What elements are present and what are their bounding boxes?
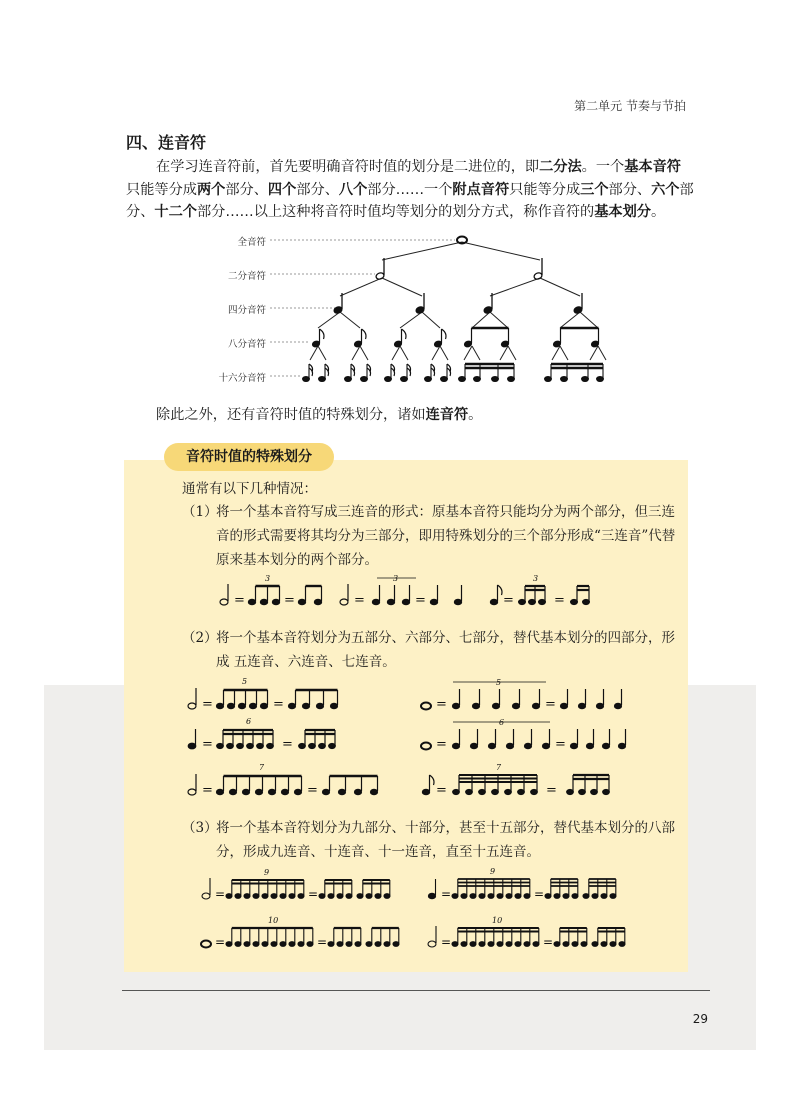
tuplet-number: 3 xyxy=(393,574,399,583)
equals-sign: = xyxy=(215,935,226,949)
item-2-number: （2） xyxy=(182,630,218,646)
nonuplet-decuplet-examples xyxy=(196,868,636,960)
equals-sign: = xyxy=(436,737,447,752)
tuplet-number: 10 xyxy=(268,916,279,925)
equals-sign: = xyxy=(284,593,295,608)
info-intro: 通常有以下几种情况： xyxy=(182,481,317,497)
page-number: 29 xyxy=(692,1012,708,1026)
equals-sign: = xyxy=(307,783,318,798)
triplet-examples xyxy=(210,572,610,612)
equals-sign: = xyxy=(555,737,566,752)
equals-sign: = xyxy=(441,935,452,949)
transition-paragraph: 除此之外，还有音符时值的特殊划分，诸如连音符。 xyxy=(156,407,483,423)
equals-sign: = xyxy=(354,593,365,608)
tuplet-number: 9 xyxy=(264,868,270,877)
equals-sign: = xyxy=(546,783,557,798)
item-2-text: 将一个基本音符划分为五部分、六部分、七部分，替代基本划分的四部分，形成 五连音、六连音、七连音。 xyxy=(216,630,675,670)
equals-sign: = xyxy=(202,697,213,712)
equals-sign: = xyxy=(282,737,293,752)
equals-sign: = xyxy=(317,935,328,949)
tuplet-number: 6 xyxy=(246,717,252,726)
equals-sign: = xyxy=(202,783,213,798)
label-whole-note: 全音符 xyxy=(237,237,266,248)
equals-sign: = xyxy=(554,593,565,608)
equals-sign: = xyxy=(545,697,556,712)
label-quarter-note: 四分音符 xyxy=(227,305,266,316)
item-3-number: （3） xyxy=(182,820,218,836)
tree-diagram-svg xyxy=(200,228,640,398)
quintuplet-examples xyxy=(180,678,640,808)
tuplet-number: 3 xyxy=(265,574,271,583)
info-item-3 xyxy=(182,816,682,864)
equals-sign: = xyxy=(415,593,426,608)
label-sixteenth-note: 十六分音符 xyxy=(218,373,266,384)
equals-sign: = xyxy=(234,593,245,608)
footer-rule xyxy=(122,990,710,991)
tuplet-number: 7 xyxy=(496,763,502,772)
equals-sign: = xyxy=(308,887,319,901)
tuplet-number: 5 xyxy=(242,678,248,686)
note-division-tree xyxy=(200,228,640,398)
tuplet-number: 10 xyxy=(492,916,503,925)
equals-sign: = xyxy=(441,887,452,901)
equals-sign: = xyxy=(202,737,213,752)
tuplet-number: 3 xyxy=(533,574,539,583)
tuplet-number: 7 xyxy=(259,763,265,772)
equals-sign: = xyxy=(436,783,447,798)
item-1-text: 将一个基本音符写成三连音的形式：原基本音符只能均分为两个部分，但三连音的形式需要将其均分为三部分，即用特殊划分的三个部分形成“三连音”代替原来基本划分的两个部分。 xyxy=(216,504,676,568)
equals-sign: = xyxy=(215,887,226,901)
tuplet-number: 6 xyxy=(499,718,505,727)
equals-sign: = xyxy=(534,887,545,901)
info-item-2 xyxy=(182,626,682,674)
info-box-title: 音符时值的特殊划分 xyxy=(164,443,334,471)
equals-sign: = xyxy=(436,697,447,712)
section-title: 四、连音符 xyxy=(126,133,207,152)
info-item-1 xyxy=(182,500,682,572)
running-header: 第二单元 节奏与节拍 xyxy=(574,99,686,113)
equals-sign: = xyxy=(273,697,284,712)
item-1-number: （1） xyxy=(182,504,218,520)
tuplet-number: 5 xyxy=(496,678,502,687)
tuplet-number: 9 xyxy=(490,868,496,876)
equals-sign: = xyxy=(543,935,554,949)
intro-paragraph: 在学习连音符前，首先要明确音符时值的划分是二进位的，即二分法。一个基本音符只能等分成两个部分、四个部分、八个部分……一个附点音符只能等分成三个部分、六个部分、十二个部分……以上这种将音符时值均等划分的划分方式，称作音符的基本划分。 xyxy=(126,159,694,220)
label-eighth-note: 八分音符 xyxy=(227,339,266,350)
label-half-note: 二分音符 xyxy=(227,271,266,282)
equals-sign: = xyxy=(503,593,514,608)
item-3-text: 将一个基本音符划分为九部分、十部分，甚至十五部分，替代基本划分的八部分，形成九连音、十连音、十一连音，直至十五连音。 xyxy=(216,820,675,860)
